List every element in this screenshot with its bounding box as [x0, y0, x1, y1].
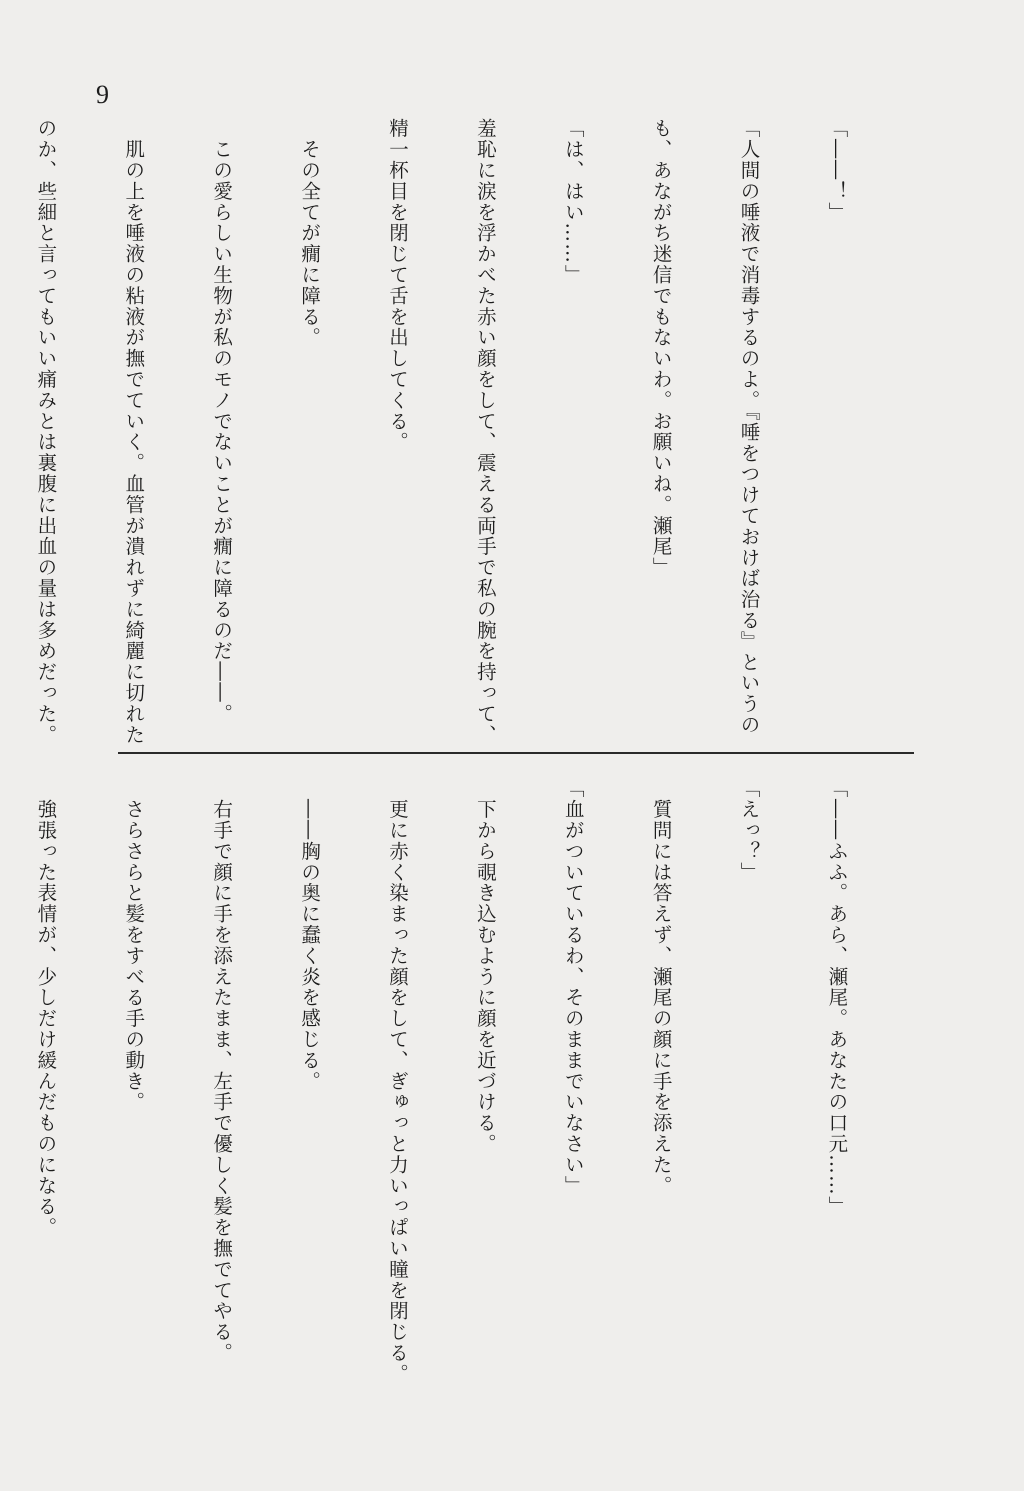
text-column: この愛らしい生物が私のモノでないことが癇に障るのだ――。	[210, 118, 234, 725]
text-column: 「えっ？」	[737, 778, 761, 883]
text-column: 「は、はい……」	[561, 118, 585, 286]
text-column: 質問には答えず、瀬尾の顔に手を添えた。	[649, 778, 673, 1196]
text-column: さらさらと髪をすべる手の動き。	[122, 778, 146, 1113]
section-divider	[118, 752, 914, 754]
text-column: その全てが癇に障る。	[298, 118, 322, 348]
text-column: 強張った表情が、少しだけ緩んだものになる。	[34, 778, 58, 1238]
text-column: 「人間の唾液で消毒するのよ。『唾をつけておけば治る』というの	[737, 118, 761, 736]
page-number: 9	[96, 80, 109, 109]
text-column: も、あながち迷信でもないわ。お願いね。瀬尾」	[649, 118, 673, 578]
text-column: 「――ふふ。あら、瀬尾。あなたの口元……」	[825, 778, 849, 1217]
upper-text-block	[34, 118, 910, 745]
text-column: 肌の上を唾液の粘液が撫でていく。血管が潰れずに綺麗に切れた	[122, 118, 146, 745]
text-column: 更に赤く染まった顔をして、ぎゅっと力いっぱい瞳を閉じる。	[385, 778, 409, 1385]
text-column: 「――！」	[825, 118, 849, 223]
text-column: 下から覗き込むように顔を近づける。	[473, 778, 497, 1155]
lower-text-block	[34, 778, 910, 1418]
text-column: 精一杯目を閉じて舌を出してくる。	[385, 118, 409, 453]
text-column: ――胸の奥に蠢く炎を感じる。	[298, 778, 322, 1092]
text-column: 右手で顔に手を添えたまま、左手で優しく髪を撫でてやる。	[210, 778, 234, 1364]
text-column: のか、些細と言ってもいい痛みとは裏腹に出血の量は多めだった。	[34, 118, 58, 745]
text-column: 羞恥に涙を浮かべた赤い顔をして、震える両手で私の腕を持って、	[473, 118, 497, 745]
text-column: 「血がついているわ、そのままでいなさい」	[561, 778, 585, 1196]
